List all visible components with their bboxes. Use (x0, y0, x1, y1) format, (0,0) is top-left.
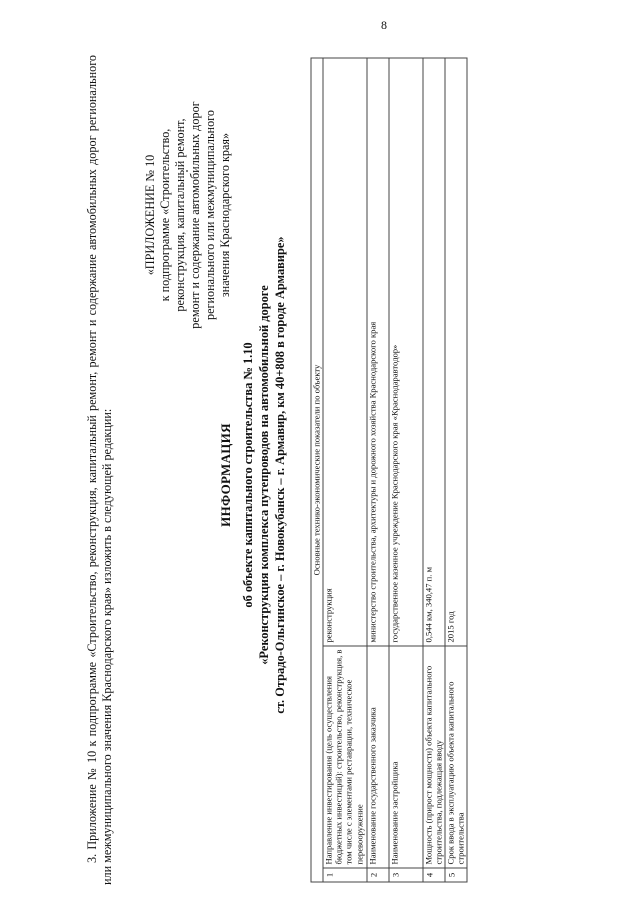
table-row (323, 58, 367, 882)
row-value: 2015 год (445, 58, 467, 646)
title-line: «Реконструкция комплекса путепроводов на автомобильной дороге (257, 285, 271, 665)
row-value: министерство строительства, архитектуры и дорожного хозяйства Краснодарского края (367, 58, 389, 646)
title-line: об объекте капитального строительства № 1.10 (241, 342, 255, 608)
row-number: 1 (323, 868, 367, 882)
table-row (423, 58, 445, 882)
table-rotated (288, 58, 468, 883)
appendix-line: регионального или межмуниципального (203, 110, 217, 320)
row-number: 2 (367, 868, 389, 882)
intro-paragraph: 3. Приложение № 10 к подпрограмме «Строительство, реконструкция, капитальный ремонт, ремонт и содержание автомобильных дорог регионального или межмуниципального значения Краснодарского края» изложить в следующей редакции: (85, 55, 114, 885)
row-name: Направление инвестирования (цель осуществления бюджетных инвестиций): строительство, реконструкция, в том числе с элементами реставрации, техническое перевооружение (323, 646, 367, 868)
row-name: Наименование застройщика (389, 646, 423, 868)
page-number: 8 (381, 18, 387, 32)
row-number: 4 (423, 868, 445, 882)
appendix-line: к подпрограмме «Строительство, (158, 128, 172, 302)
title-heading: ИНФОРМАЦИЯ (218, 423, 233, 527)
row-value: реконструкция (323, 58, 367, 646)
appendix-line: «ПРИЛОЖЕНИЕ № 10 (143, 154, 157, 276)
row-value: государственное казенное учреждение Краснодарского края «Краснодаравтодор» (389, 58, 423, 646)
document-title (218, 125, 288, 825)
table-header-row (311, 58, 323, 882)
row-name: Срок ввода в эксплуатацию объекта капитального строительства (445, 646, 467, 868)
table-header: Основные технико-экономические показатели по объекту (311, 58, 323, 882)
row-name: Мощность (прирост мощности) объекта капитального строительства, подлежащая вводу (423, 646, 445, 868)
appendix-line: реконструкция, капитальный ремонт, (173, 118, 187, 312)
row-number: 5 (445, 868, 467, 882)
row-number: 3 (389, 868, 423, 882)
appendix-line: значения Краснодарского края» (218, 132, 232, 298)
row-name: Наименование государственного заказчика (367, 646, 389, 868)
appendix-line: ремонт и содержание автомобильных дорог (188, 101, 202, 329)
row-value: 0,544 км, 340,47 п. м (423, 58, 445, 646)
table-row (389, 58, 423, 882)
table-row (445, 58, 467, 882)
info-table-rows (311, 58, 468, 883)
table-row (367, 58, 389, 882)
title-line: ст. Отрадо-Ольгинское – г. Новокубанск – г. Армавир, км 40+808 в городе Армавире» (273, 236, 287, 714)
